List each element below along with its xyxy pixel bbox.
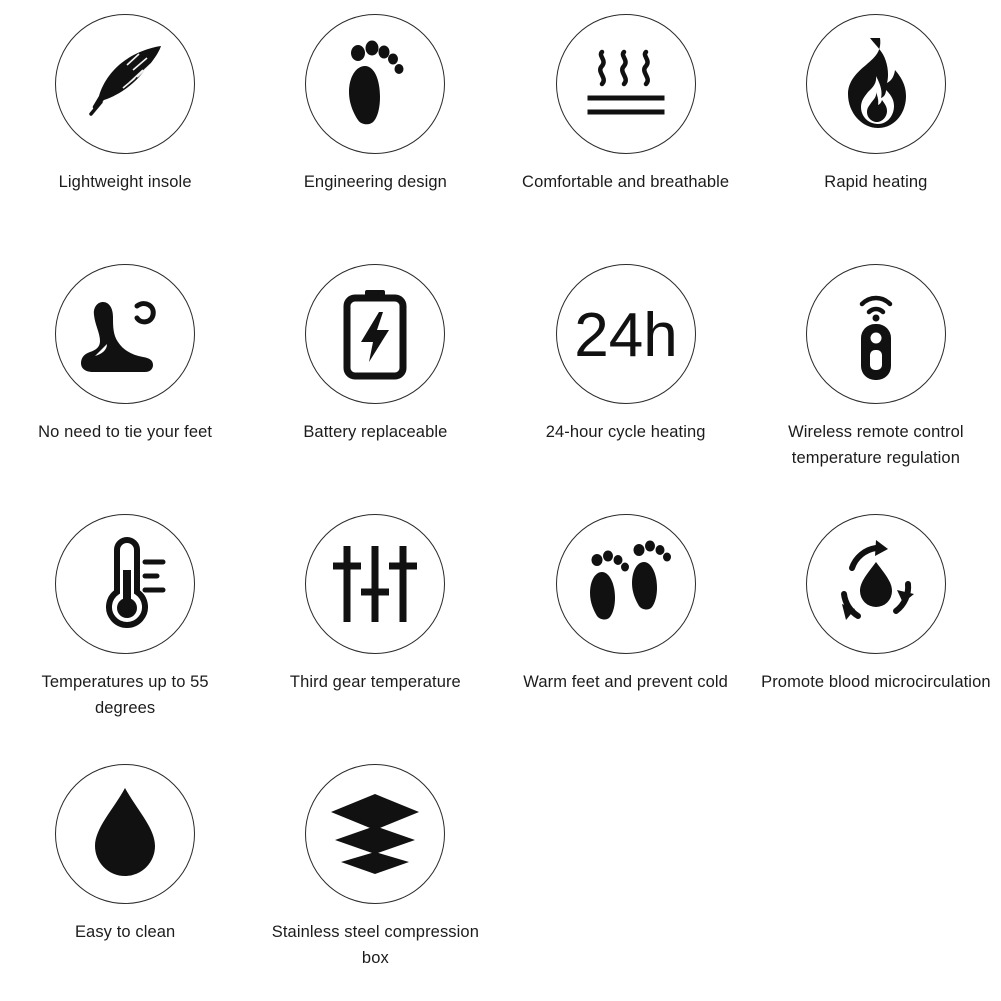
foot-no-tie-icon	[55, 264, 195, 404]
flame-icon	[806, 14, 946, 154]
feature-label: No need to tie your feet	[38, 423, 213, 441]
footprint-icon	[305, 14, 445, 154]
feature-label: Easy to clean	[74, 923, 176, 941]
feature-label: Battery replaceable	[303, 423, 448, 441]
empty-cell	[501, 750, 751, 1000]
feather-icon	[55, 14, 195, 154]
feature-label: Comfortable and breathable	[522, 173, 730, 191]
feature-item-battery-replaceable	[250, 250, 500, 500]
feature-item-easy-to-clean	[0, 750, 250, 1000]
feature-label: Promote blood microcirculation	[761, 673, 991, 691]
feature-item-wireless-remote	[751, 250, 1001, 500]
two-footprints-icon	[556, 514, 696, 654]
feature-label: 24-hour cycle heating	[545, 423, 706, 441]
feature-item-engineering-design	[250, 0, 500, 250]
stacked-layers-icon	[305, 764, 445, 904]
24h-icon	[556, 264, 696, 404]
water-drop-icon	[55, 764, 195, 904]
feature-item-no-tie-feet	[0, 250, 250, 500]
feature-item-lightweight-insole	[0, 0, 250, 250]
feature-label: Rapid heating	[824, 173, 928, 191]
feature-label: Stainless steel compression box	[271, 923, 479, 967]
breathable-steam-icon	[556, 14, 696, 154]
battery-bolt-icon	[305, 264, 445, 404]
feature-label: Lightweight insole	[58, 173, 192, 191]
feature-label: Warm feet and prevent cold	[523, 673, 728, 691]
feature-item-rapid-heating	[751, 0, 1001, 250]
feature-label: Engineering design	[303, 173, 447, 191]
feature-label: Third gear temperature	[289, 673, 461, 691]
feature-label: Wireless remote control temperature regulation	[788, 423, 964, 467]
feature-item-third-gear-temperature	[250, 500, 500, 750]
three-sliders-icon	[305, 514, 445, 654]
svg-text:24h: 24h	[573, 301, 678, 370]
feature-item-blood-microcirculation	[751, 500, 1001, 750]
wireless-remote-icon	[806, 264, 946, 404]
feature-item-24h-cycle-heating	[501, 250, 751, 500]
feature-item-warm-feet	[501, 500, 751, 750]
water-drop-recycle-icon	[806, 514, 946, 654]
empty-cell	[751, 750, 1001, 1000]
feature-item-temperature-55	[0, 500, 250, 750]
feature-item-comfortable-breathable	[501, 0, 751, 250]
feature-item-compression-box	[250, 750, 500, 1000]
feature-label: Temperatures up to 55 degrees	[41, 673, 209, 717]
thermometer-icon	[55, 514, 195, 654]
